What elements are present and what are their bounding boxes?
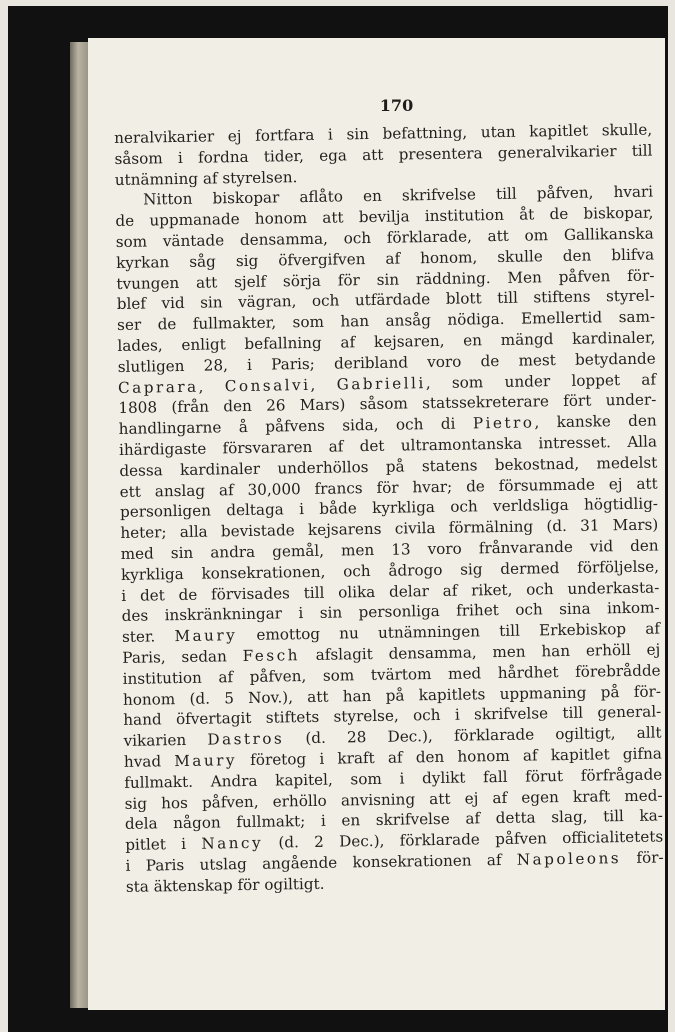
text-line: i Paris utslag angående konsekrationen af Napoleons för-: [125, 848, 664, 875]
text-line: fullmakt. Andra kapitel, som i dylikt fall förut förfrågade: [124, 765, 663, 792]
text-line: sig hos påfven, erhöllo anvisning att ej af egen kraft med-: [124, 785, 663, 813]
body-text: [114, 120, 664, 898]
text-line: slutligen 28, i Paris; deribland voro de mest betydande: [117, 349, 656, 376]
text-line: kyrkliga konsekrationen, och ådrogo sig dermed förföljelse,: [120, 557, 660, 584]
text-line: personligen deltaga i både kyrkliga och verldsliga högtidlig-: [119, 494, 659, 522]
text-line: honom (d. 5 Nov.), att han på kapitlets uppmaning på för-: [122, 681, 662, 709]
text-line: vikarien Dastros (d. 28 Dec.), förklarade ogiltigt, allt: [123, 723, 662, 751]
text-line: lades, enligt befallning af kejsaren, en mängd kardinaler,: [117, 328, 656, 355]
text-line: Nitton biskopar aflåto en skrifvelse till påfven, hvari: [142, 182, 654, 209]
text-line: dela någon fullmakt; i en skrifvelse af detta slag, till ka-: [124, 806, 664, 834]
text-line: pitlet i Nancy (d. 2 Dec.), förklarade påfven officialitetets: [125, 827, 664, 855]
text-line: de uppmanade honom att bevilja institution åt de biskopar,: [115, 203, 654, 231]
text-line: institution af påfven, som tvärtom med hårdhet förebrådde: [122, 661, 661, 688]
text-line: hvad Maury företog i kraft af den honom af kapitlet gifna: [123, 744, 663, 771]
text-line: ihärdigaste försvararen af det ultramontanska intresset. Alla: [118, 432, 658, 459]
text-line: neralvikarier ej fortfara i sin befattning, utan kapitlet skulle,: [114, 120, 653, 147]
text-line: ser de fullmakter, som han ansåg nödiga. Emellertid sam-: [116, 307, 656, 335]
text-line: som väntade densamma, och förklarade, att om Gallikanska: [115, 224, 654, 251]
page-edge: [70, 42, 88, 1008]
text-line: med sin andra gemål, men 13 voro frånvarande vid den: [120, 536, 659, 563]
text-line: sta äktenskap för ogiltigt.: [125, 874, 325, 896]
text-line: utnämning af styrelsen.: [114, 167, 298, 189]
text-line: heter; alla bevistade kejsarens civila förmälning (d. 31 Mars): [120, 515, 659, 543]
text-line: Caprara, Consalvi, Gabrielli, som under loppet af: [117, 370, 657, 397]
text-line: dessa kardinaler underhöllos på statens bekostnad, medelst: [119, 453, 658, 480]
text-line: handlingarne å påfvens sida, och di Pietro, kanske den: [118, 411, 657, 439]
text-line: i det de förvisades till olika delar af riket, och underkasta-: [121, 578, 660, 605]
text-line: Paris, sedan Fesch afslagit densamma, men han erhöll ej: [122, 640, 661, 667]
text-line: ett anslag af 30,000 francs för hvar; de försummade ej att: [119, 474, 658, 501]
page-number: 170: [379, 96, 414, 115]
text-line: tvungen att sjelf sörja för sin räddning. Men påfven för-: [116, 266, 655, 293]
text-line: des inskränkningar i sin personliga frihet och sina inkom-: [121, 598, 660, 626]
text-line: kyrkan såg sig öfvergifven af honom, skulle den blifva: [115, 245, 655, 272]
text-line: hand öfvertagit stiftets styrelse, och i skrifvelse till general-: [123, 702, 662, 730]
text-line: ster. Maury emottog nu utnämningen till Erkebiskop af: [121, 619, 661, 647]
text-line: 1808 (från den 26 Mars) såsom statssekreterare fört under-: [118, 390, 657, 418]
text-line: blef vid sin vägran, och utfärdade blott till stiftens styrel-: [116, 286, 655, 314]
text-line: såsom i fordna tider, ega att presentera generalvikarier till: [114, 141, 653, 168]
